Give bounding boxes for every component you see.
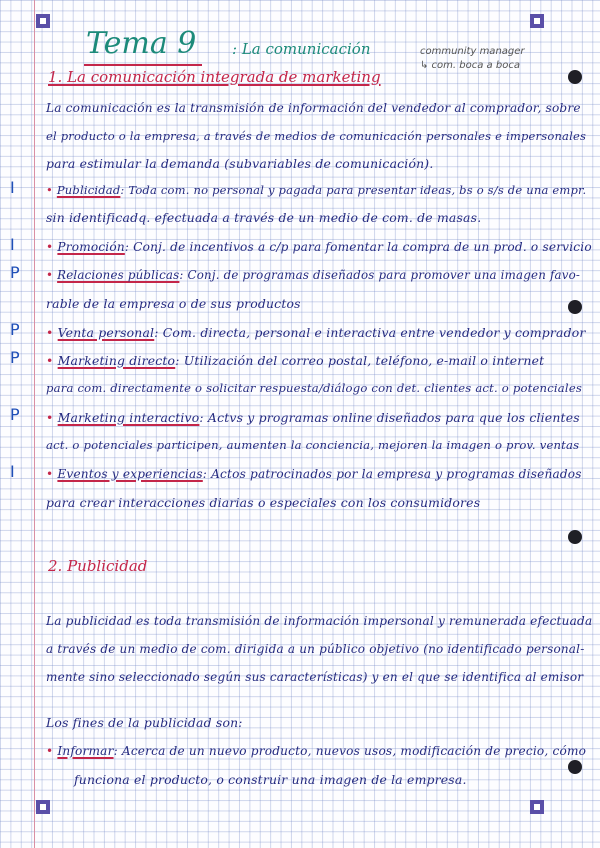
side-note-line1: community manager [420,46,525,57]
list-item [46,325,586,340]
binder-hole-icon [568,530,582,544]
intro-line: el producto o la empresa, a través de medios de comunicación personales e impersonales [46,129,587,143]
item-continuation: funciona el producto, o construir una imagen de la empresa. [74,772,467,787]
list-item [46,353,544,368]
item-text: : Actvs y programas online diseñados para que los clientes [199,410,580,425]
item-text: : Conj. de incentivos a c/p para fomentar la compra de un prod. o servicio [124,240,592,254]
corner-mark-icon [36,14,50,28]
paragraph-line: mente sino seleccionado según sus características) y en el que se identifica al emisor [46,670,584,684]
list-item [46,240,592,254]
item-term: Relaciones públicas [57,268,180,282]
item-continuation: para com. directamente o solicitar respuesta/diálogo con det. clientes act. o potenciales [46,381,583,395]
bullet-icon: • [46,183,57,197]
item-marker: P [10,405,20,424]
item-term: Informar [57,744,114,758]
item-continuation: para crear interacciones diarias o especiales con los consumidores [46,495,481,510]
intro-line: para estimular la demanda (subvariables de comunicación). [46,156,434,171]
page-title: Tema 9 [86,26,197,61]
item-marker: P [10,263,20,282]
bullet-icon: • [46,325,58,340]
list-item [46,268,580,282]
item-text: : Actos patrocinados por la empresa y programas diseñados [202,467,582,481]
item-text: : Acerca de un nuevo producto, nuevos usos, modificación de precio, cómo [113,744,587,758]
corner-mark-icon [530,14,544,28]
item-text: : Utilización del correo postal, teléfono, e-mail o internet [175,353,545,368]
section1-heading: 1. La comunicación integrada de marketing [48,68,381,86]
side-note-line2: ↳ com. boca a boca [420,60,520,71]
title-underline [84,64,202,66]
paragraph-line: a través de un medio de com. dirigida a un público objetivo (no identificado personal- [46,642,585,656]
item-term: Eventos y experiencias [57,467,203,481]
bullet-icon: • [46,240,58,254]
item-term: Marketing interactivo [57,410,200,425]
item-marker: P [10,348,20,367]
list-item [46,183,586,197]
item-term: Promoción [57,240,125,254]
item-term: Publicidad [56,183,121,197]
bullet-icon: • [46,467,58,481]
item-term: Marketing directo [57,353,176,368]
binder-hole-icon [568,70,582,84]
item-marker: I [10,178,15,197]
corner-mark-icon [530,800,544,814]
page-subtitle: : La comunicación [232,40,371,58]
item-marker: I [10,462,15,481]
corner-mark-icon [36,800,50,814]
item-term: Venta personal [57,325,155,340]
item-marker: I [10,235,15,254]
intro-line: La comunicación es la transmisión de información del vendedor al comprador, sobre [46,101,581,115]
list-item [46,410,580,425]
binder-hole-icon [568,300,582,314]
section2-heading-text: 2. Publicidad [48,557,148,575]
list-item [46,744,586,758]
binder-hole-icon [568,760,582,774]
bullet-icon: • [46,268,58,282]
item-marker: P [10,320,20,339]
item-text: : Com. directa, personal e interactiva entre vendedor y comprador [154,325,586,340]
item-text: : Toda com. no personal y pagada para presentar ideas, bs o s/s de una empr. [120,183,587,197]
paragraph-line: La publicidad es toda transmisión de información impersonal y remunerada efectuada [46,614,593,628]
section2-heading [48,557,147,575]
item-continuation: rable de la empresa o de sus productos [46,296,301,311]
bullet-icon: • [46,410,58,425]
bullet-icon: • [46,744,58,758]
list-item [46,467,582,481]
item-text: : Conj. de programas diseñados para promover una imagen favo- [179,268,581,282]
item-continuation: sin identificadq. efectuada a través de un medio de com. de masas. [46,210,482,225]
bullet-icon: • [46,353,58,368]
fines-label: Los fines de la publicidad son: [46,715,243,730]
margin-line [34,0,35,848]
item-continuation: act. o potenciales participen, aumenten la conciencia, mejoren la imagen o prov. ventas [46,438,580,452]
